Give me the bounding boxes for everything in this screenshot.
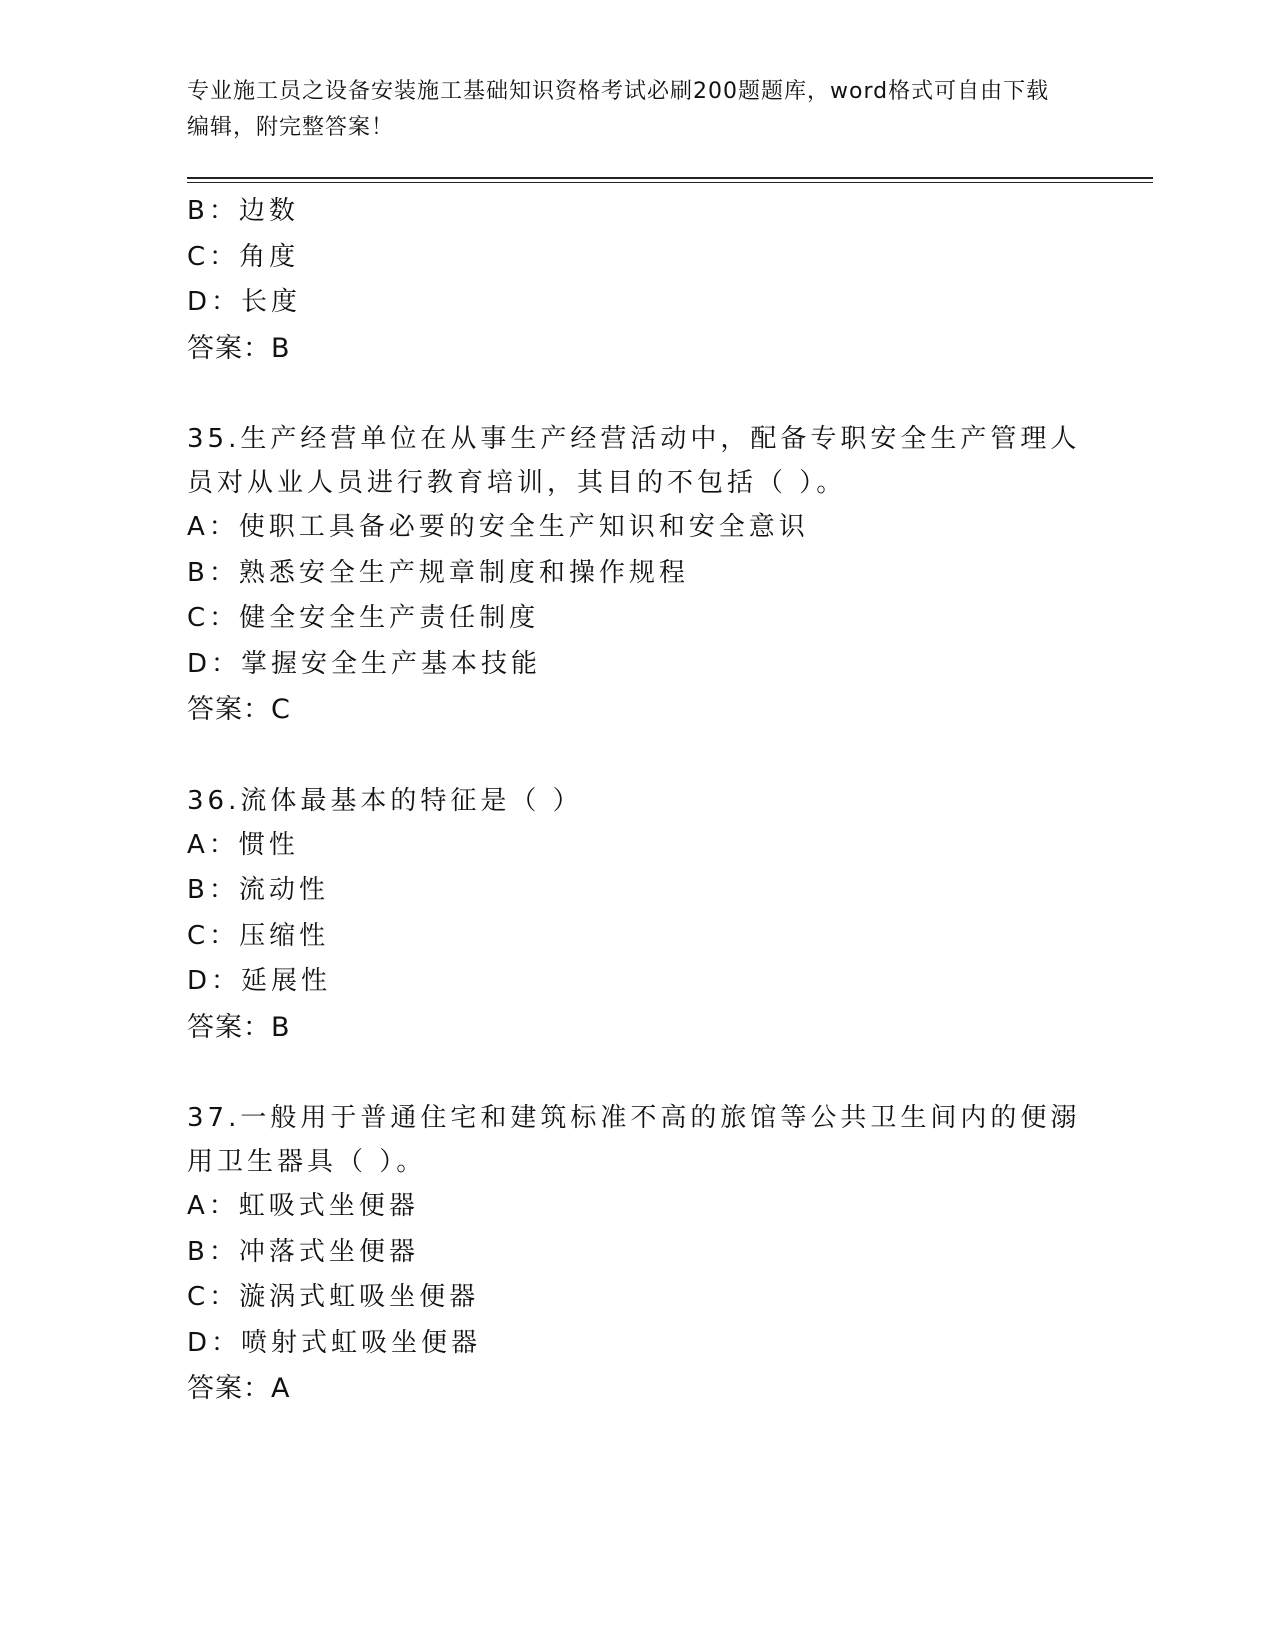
- option-b: B：流动性: [187, 875, 329, 905]
- document-header: 专业施工员之设备安装施工基础知识资格考试必刷200题题库，word格式可自由下载编辑，附完整答案！: [187, 79, 1050, 140]
- question-stem: 35.生产经营单位在从事生产经营活动中，配备专职安全生产管理人员对从业人员进行教育培训，其目的不包括（ ）。: [187, 424, 1081, 498]
- question-stem: 36.流体最基本的特征是（ ）: [187, 785, 583, 816]
- header-rule-thick: [187, 177, 1153, 179]
- option-b: B：冲落式坐便器: [187, 1236, 419, 1267]
- option-c: C：漩涡式虹吸坐便器: [187, 1282, 480, 1312]
- option-b: B：边数: [187, 196, 299, 226]
- option-d: D：延展性: [187, 966, 332, 996]
- spacer: [187, 733, 1087, 779]
- answer: 答案：C: [187, 694, 291, 725]
- option-d: D：喷射式虹吸坐便器: [187, 1327, 482, 1358]
- option-c: C：压缩性: [187, 920, 330, 951]
- option-a: A：惯性: [187, 829, 299, 860]
- answer: 答案：A: [187, 1373, 291, 1404]
- option-a: A：使职工具备必要的安全生产知识和安全意识: [187, 512, 809, 542]
- answer: 答案：B: [187, 332, 291, 364]
- option-a: A：虹吸式坐便器: [187, 1191, 419, 1221]
- answer: 答案：B: [187, 1011, 291, 1043]
- option-c: C：健全安全生产责任制度: [187, 603, 540, 633]
- question-stem: 37.一般用于普通住宅和建筑标准不高的旅馆等公共卫生间内的便溺用卫生器具（ ）。: [187, 1103, 1081, 1177]
- option-c: C：角度: [187, 241, 300, 272]
- question-content: [187, 189, 1087, 1412]
- option-d: D：长度: [187, 287, 302, 317]
- spacer: [187, 371, 1087, 417]
- question-36: [187, 779, 1087, 1051]
- previous-question-continuation: [187, 189, 1087, 371]
- spacer: [187, 1050, 1087, 1096]
- option-b: B：熟悉安全生产规章制度和操作规程: [187, 557, 689, 588]
- question-37: [187, 1096, 1087, 1412]
- option-d: D：掌握安全生产基本技能: [187, 648, 542, 679]
- question-35: [187, 417, 1087, 733]
- header-rule-thin: [187, 182, 1153, 183]
